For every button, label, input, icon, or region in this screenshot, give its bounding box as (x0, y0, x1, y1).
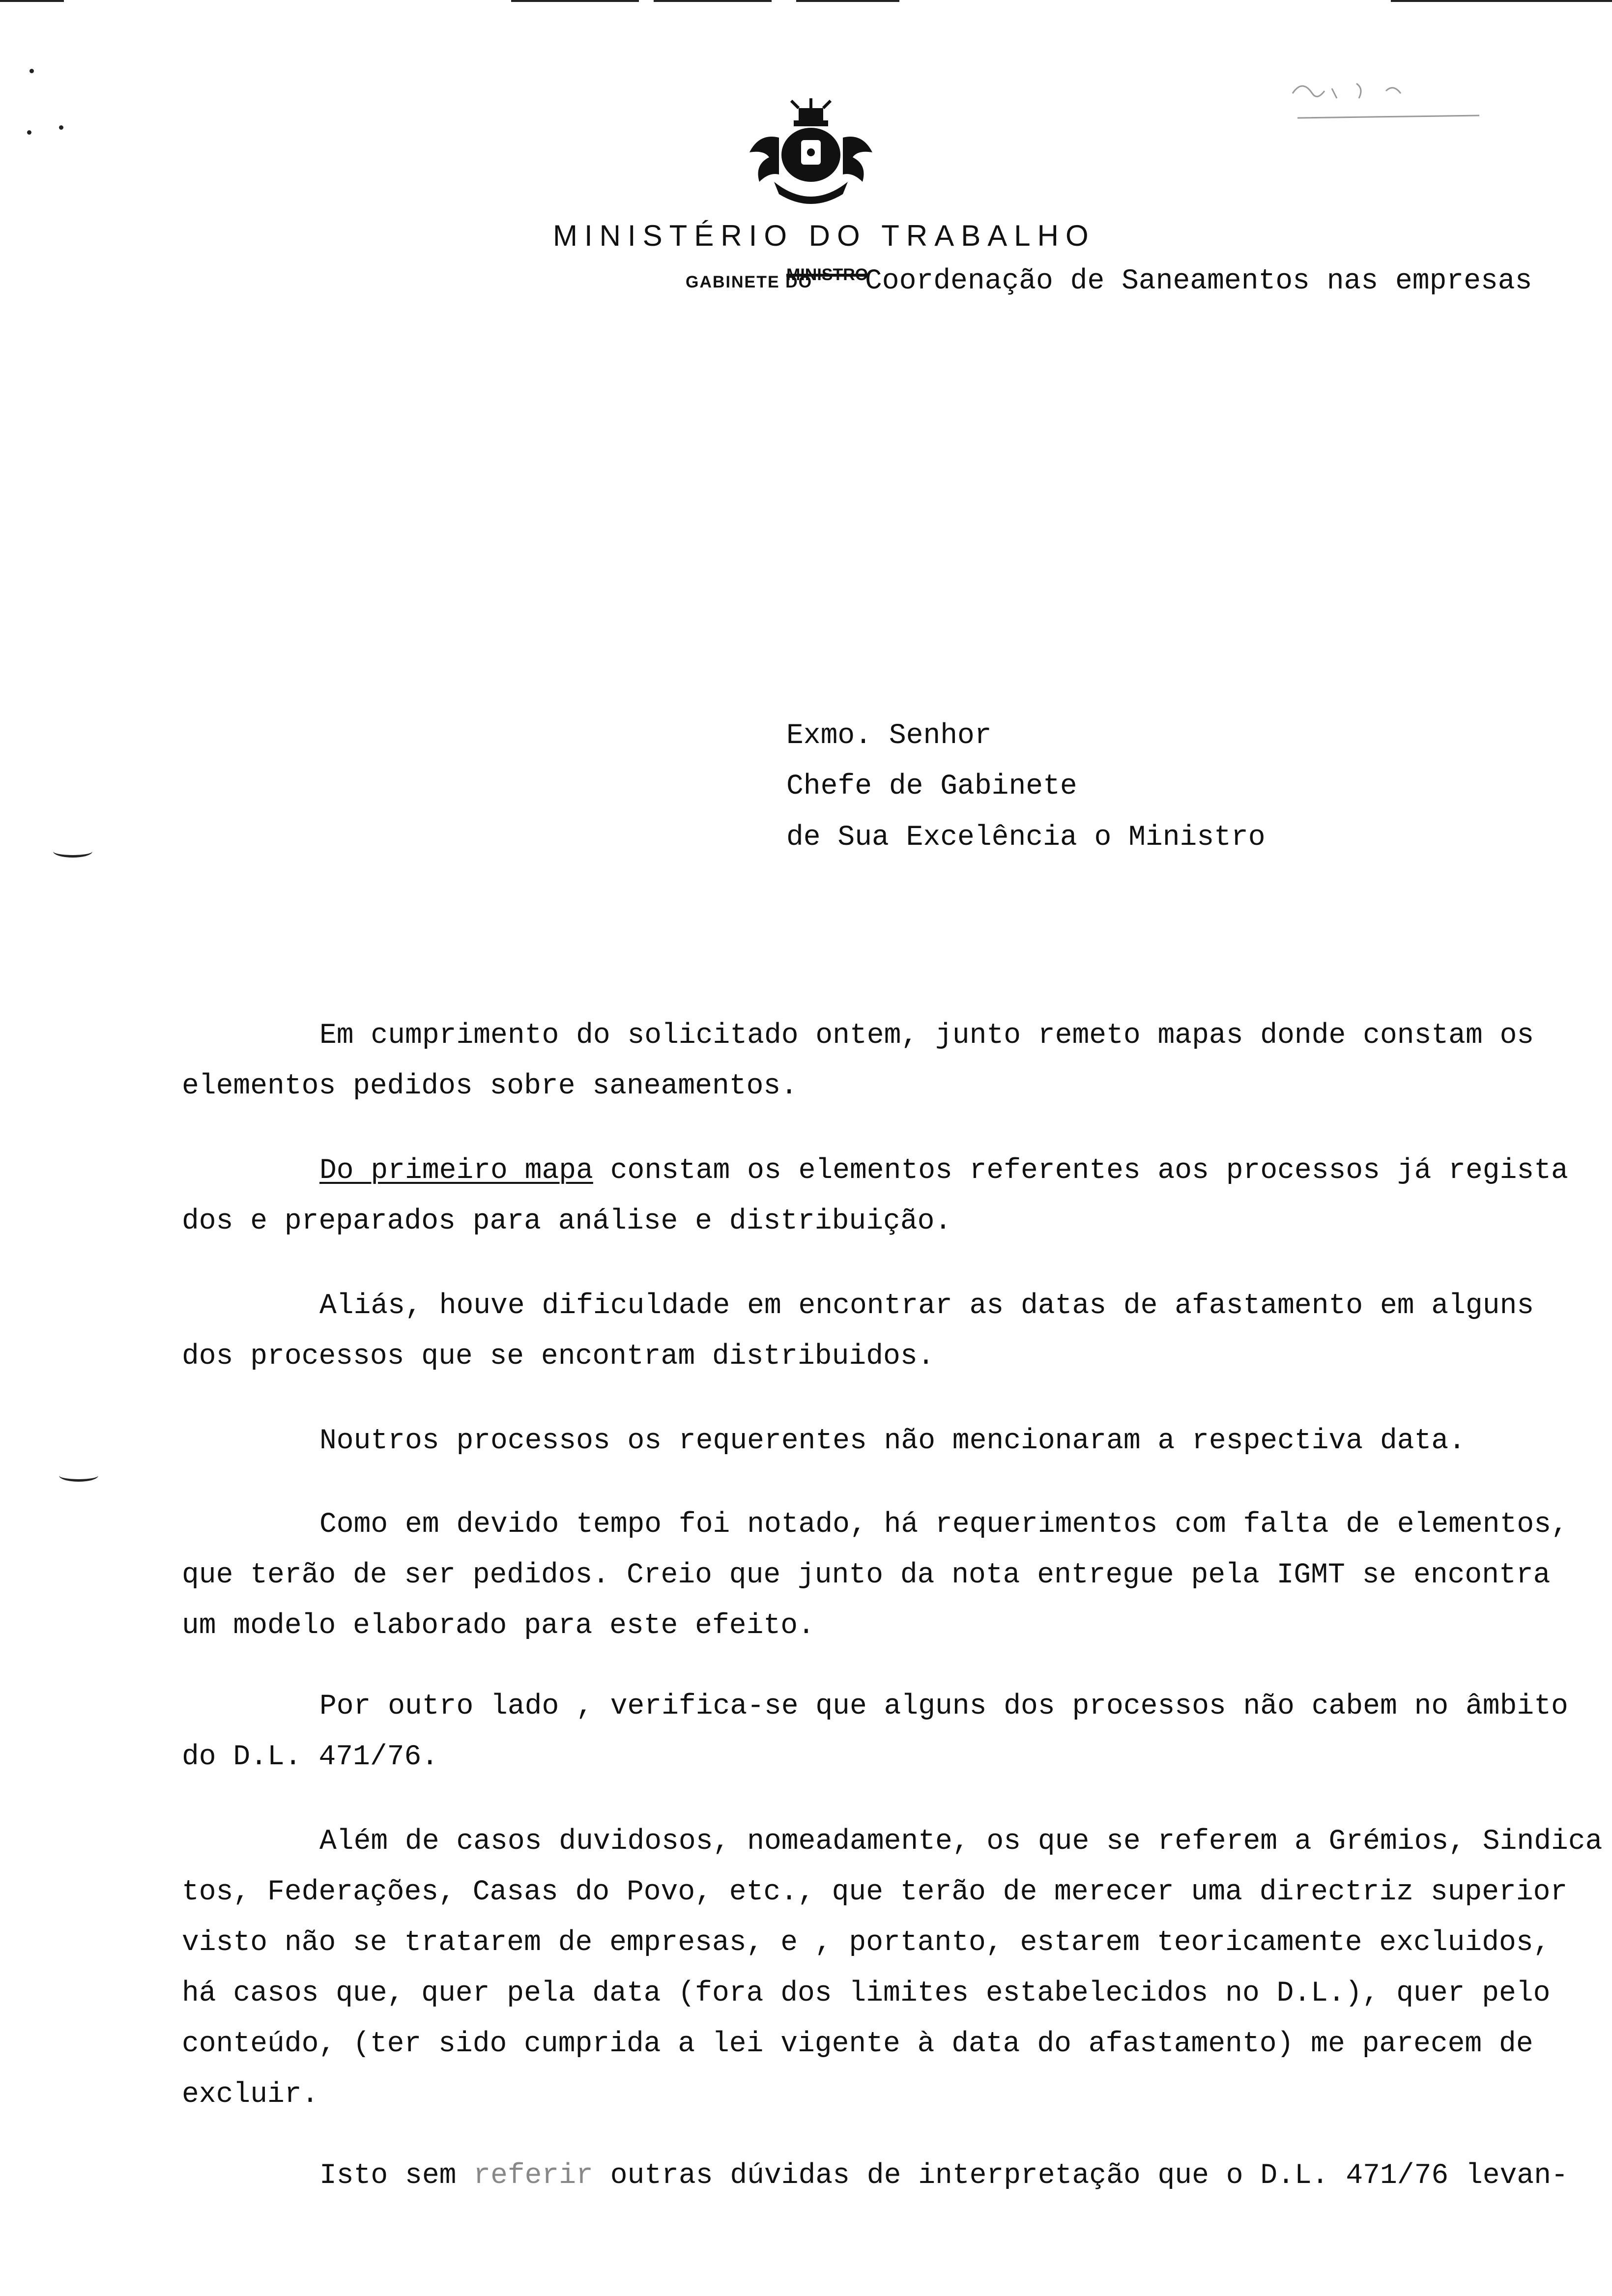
paragraph-7-line-2: tos, Federações, Casas do Povo, etc., que terão de merecer uma directriz superior (182, 1876, 1568, 1908)
paragraph-8-rest: outras dúvidas de interpretação que o D.L. 471/76 levan- (610, 2160, 1568, 2192)
paragraph-5-line-3: um modelo elaborado para este efeito. (182, 1610, 815, 1642)
handwritten-note (1288, 64, 1484, 123)
margin-tick (59, 1469, 98, 1482)
top-rule (1391, 0, 1612, 2)
cabinet-struck-word: MINISTRO (786, 265, 868, 284)
paragraph-7-line-3: visto não se tratarem de empresas, e , portanto, estarem teoricamente excluidos, (182, 1927, 1551, 1959)
margin-tick (53, 845, 92, 858)
paragraph-5-line-1: Como em devido tempo foi notado, há requerimentos com falta de elementos, (319, 1509, 1568, 1541)
address-line-2: Chefe de Gabinete (786, 771, 1077, 803)
paragraph-8-faint-word: referir (473, 2160, 593, 2192)
coat-of-arms-emblem (745, 98, 877, 206)
paragraph-7-line-5: conteúdo, (ter sido cumprida a lei vigente à data do afastamento) me parecem de (182, 2028, 1533, 2060)
cabinet-name: Coordenação de Saneamentos nas empresas (865, 265, 1532, 297)
top-rule (654, 0, 772, 2)
paragraph-3-line-1: Aliás, houve dificuldade em encontrar as datas de afastamento em alguns (319, 1290, 1534, 1322)
paragraph-8-start: Isto sem (319, 2160, 457, 2192)
paragraph-1-line-2: elementos pedidos sobre saneamentos. (182, 1070, 798, 1102)
paragraph-7-line-1: Além de casos duvidosos, nomeadamente, os que se referem a Grémios, Sindica (319, 1826, 1603, 1858)
paragraph-7-line-4: há casos que, quer pela data (fora dos limites estabelecidos no D.L.), quer pelo (182, 1978, 1551, 2009)
top-rule (511, 0, 639, 2)
paragraph-1-line-1: Em cumprimento do solicitado ontem, junto remeto mapas donde constam os (319, 1020, 1534, 1052)
paragraph-8-line-1 (319, 2160, 1568, 2192)
ministry-title: MINISTÉRIO DO TRABALHO (553, 219, 1095, 252)
top-rule (796, 0, 899, 2)
margin-dot (29, 69, 34, 73)
paragraph-6-line-2: do D.L. 471/76. (182, 1741, 439, 1773)
paragraph-3-line-2: dos processos que se encontram distribuidos. (182, 1341, 935, 1373)
paragraph-2-line-1-rest: constam os elementos referentes aos processos já regista (610, 1155, 1568, 1187)
paragraph-5-line-2: que terão de ser pedidos. Creio que junto da nota entregue pela IGMT se encontra (182, 1559, 1551, 1591)
top-rule (0, 0, 64, 2)
address-line-1: Exmo. Senhor (786, 720, 992, 752)
address-line-3: de Sua Excelência o Ministro (786, 822, 1266, 854)
cabinet-prefix: GABINETE DO (686, 273, 813, 291)
paragraph-2-line-2: dos e preparados para análise e distribuição. (182, 1205, 952, 1237)
margin-dot (27, 130, 31, 135)
paragraph-7-line-6: excluir. (182, 2079, 319, 2111)
paragraph-4-line-1: Noutros processos os requerentes não mencionaram a respectiva data. (319, 1425, 1466, 1457)
margin-dot (59, 125, 63, 130)
underlined-phrase: Do primeiro mapa (319, 1155, 593, 1187)
paragraph-6-line-1: Por outro lado , verifica-se que alguns dos processos não cabem no âmbito (319, 1691, 1568, 1722)
paragraph-2-line-1 (319, 1155, 1568, 1187)
